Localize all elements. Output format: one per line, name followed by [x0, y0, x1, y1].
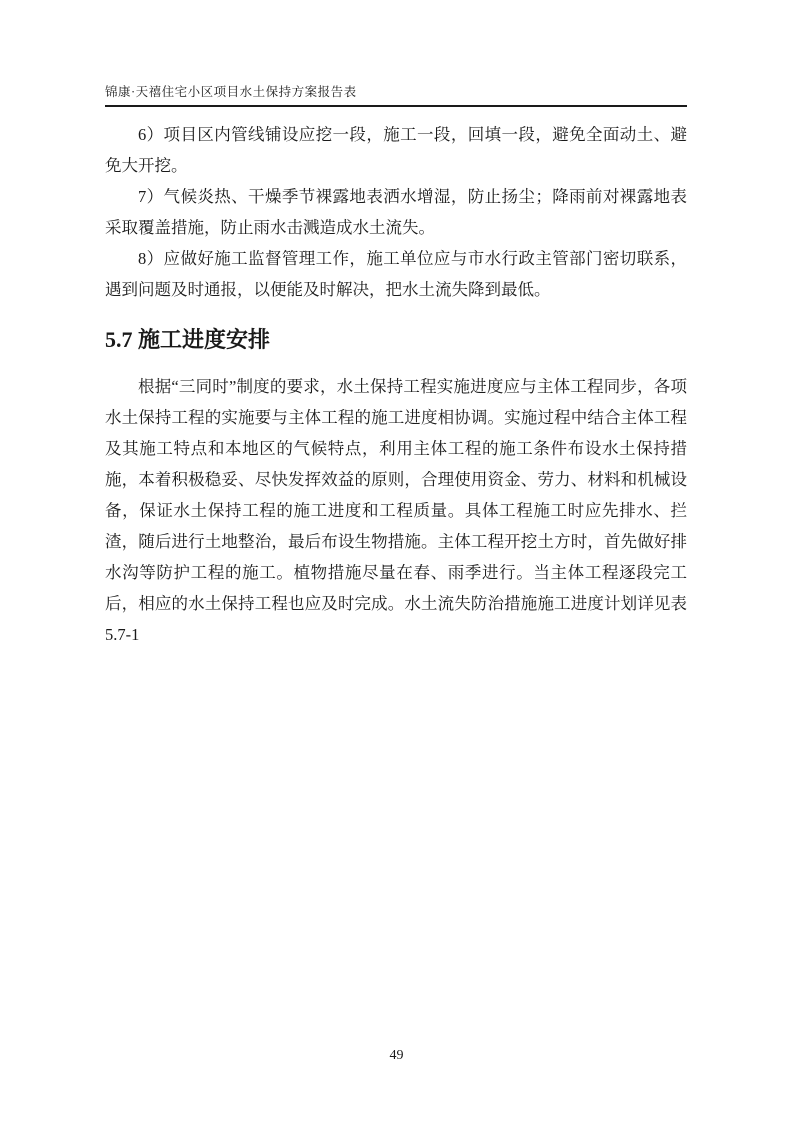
paragraph-item-8: 8）应做好施工监督管理工作，施工单位应与市水行政主管部门密切联系，遇到问题及时通报，以便能及时解决，把水土流失降到最低。: [105, 249, 687, 299]
content-area: [105, 82, 687, 650]
page-footer: [0, 1046, 793, 1064]
running-header-title: 锦康·天禧住宅小区项目水土保持方案报告表: [105, 85, 357, 99]
paragraph-item-6: 6）项目区内管线铺设应挖一段，施工一段，回填一段，避免全面动土、避免大开挖。: [105, 125, 687, 175]
page-number: 49: [389, 1048, 404, 1063]
section-heading-5-7: 5.7 施工进度安排: [105, 327, 271, 352]
section-body-paragraph: 根据“三同时”制度的要求，水土保持工程实施进度应与主体工程同步，各项水土保持工程的实施要与主体工程的施工进度相协调。实施过程中结合主体工程及其施工特点和本地区的气候特点，利用主体工程的施工条件布设水土保持措施，本着积极稳妥、尽快发挥效益的原则，合理使用资金、劳力、材料和机械设备，保证水土保持工程的施工进度和工程质量。具体工程施工时应先排水、拦渣，随后进行土地整治，最后布设生物措施。主体工程开挖土方时，首先做好排水沟等防护工程的施工。植物措施尽量在春、雨季进行。当主体工程逐段完工后，相应的水土保持工程也应及时完成。水土流失防治措施施工进度计划详见表 5.7-1: [105, 377, 687, 644]
paragraph-item-7: 7）气候炎热、干燥季节裸露地表洒水增湿，防止扬尘；降雨前对裸露地表采取覆盖措施，防止雨水击溅造成水土流失。: [105, 187, 687, 237]
document-body: [105, 119, 687, 650]
running-header: [105, 82, 687, 107]
